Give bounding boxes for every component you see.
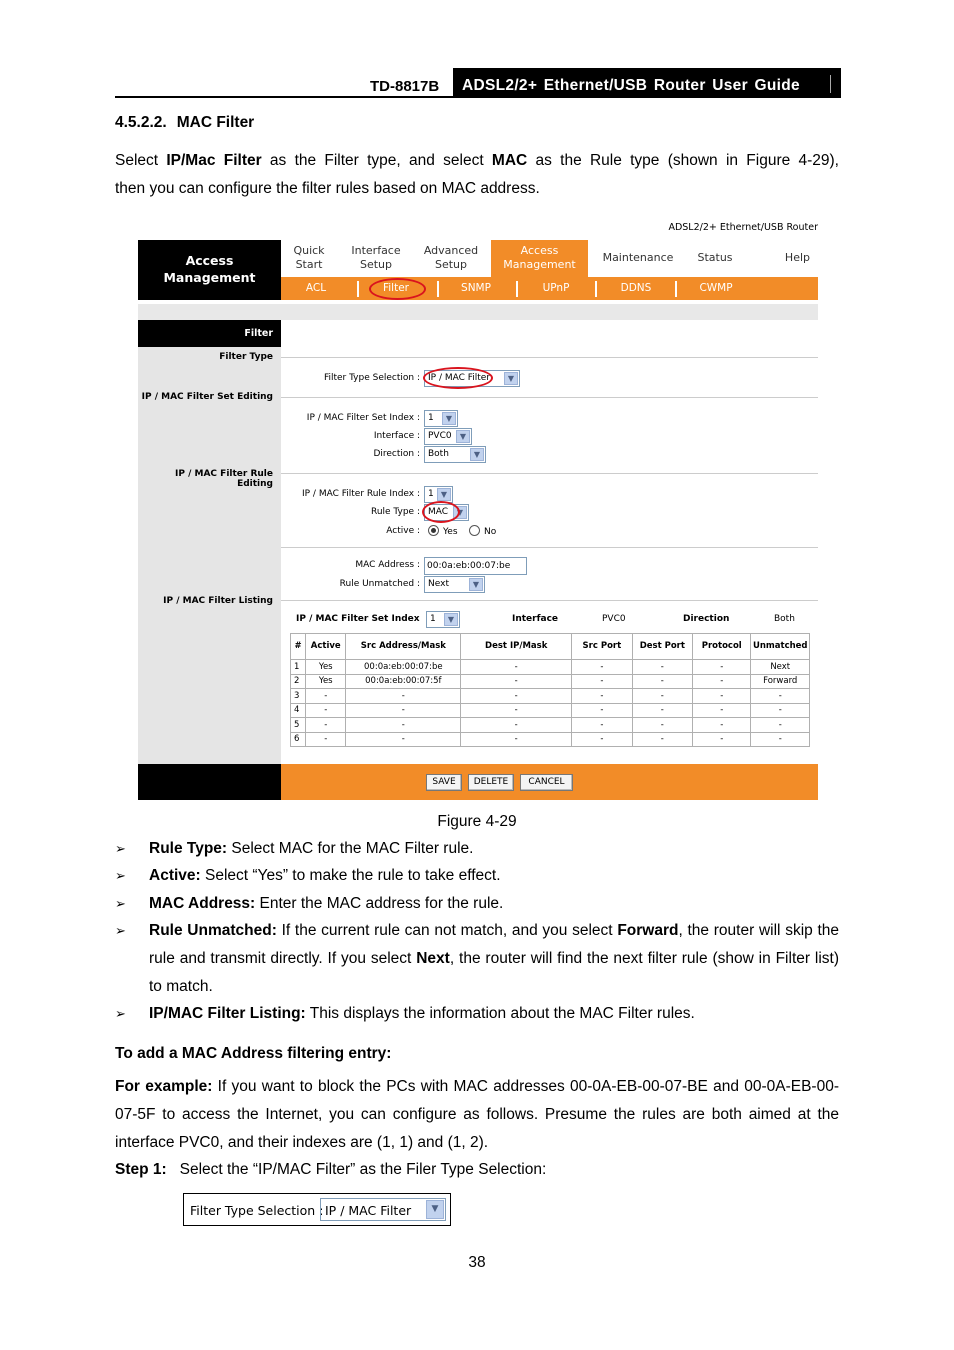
radio-empty-icon: [469, 525, 480, 536]
row-filter-type: Filter Type Selection : IP / MAC Filter ▼: [281, 370, 818, 388]
header-model: TD-8817B: [370, 78, 440, 95]
figure-caption: Figure 4-29: [437, 813, 517, 830]
table-row: 2 Yes 00:0a:eb:00:07:5f - - - - Forward: [291, 674, 810, 689]
bullet-listing: ➢ IP/MAC Filter Listing: This displays the information about the MAC Filter rules.: [115, 1000, 839, 1028]
router-footer-bar: [281, 764, 818, 800]
rule-type-select[interactable]: MAC ▼: [424, 504, 469, 521]
cancel-button[interactable]: CANCEL: [520, 774, 573, 791]
router-left-panel: [138, 320, 281, 764]
example-paragraph: For example: If you want to block the PCs with MAC addresses 00-0A-EB-00-07-BE and 00-0A-EB-00-07-5F to access the Internet, you can configure as follows. Presume the rules are both aimed at the interface PVC0, and their indexes are (1, 1) and (1, 2).: [115, 1078, 839, 1151]
step-1: Step 1: Select the “IP/MAC Filter” as the Filer Type Selection:: [115, 1161, 547, 1178]
table-row: 1 Yes 00:0a:eb:00:07:be - - - - Next: [291, 660, 810, 675]
table-header-row: # Active Src Address/Mask Dest IP/Mask Src Port Dest Port Protocol Unmatched: [291, 634, 810, 660]
filter-header: Filter: [138, 320, 281, 347]
nav-access-management[interactable]: Access Management: [491, 240, 588, 277]
chevron-down-icon: ▼: [453, 506, 467, 519]
label-listing: IP / MAC Filter Listing: [163, 596, 273, 606]
table-row: 6 - - - - - - -: [291, 732, 810, 747]
active-no-option[interactable]: No: [469, 525, 496, 537]
arrow-bullet-icon: ➢: [115, 1006, 126, 1021]
row-rule-unmatched: Rule Unmatched : Next ▼: [281, 576, 818, 594]
bullet-rule-type: ➢ Rule Type: Select MAC for the MAC Filter rule.: [115, 835, 839, 863]
add-entry-heading: To add a MAC Address filtering entry:: [115, 1045, 392, 1062]
row-direction: Direction : Both ▼: [281, 446, 818, 464]
header-separator: [830, 75, 831, 93]
chevron-down-icon: ▼: [444, 613, 458, 626]
subnav-filter[interactable]: Filter: [382, 282, 409, 294]
router-footer-left: [138, 764, 281, 800]
direction-select[interactable]: Both ▼: [424, 446, 486, 463]
row-rule-index: IP / MAC Filter Rule Index : 1 ▼: [281, 486, 818, 504]
filter-listing-table: [290, 633, 810, 747]
subnav-acl[interactable]: ACL: [305, 282, 327, 294]
label-rule-editing: IP / MAC Filter Rule Editing: [175, 469, 273, 489]
table-row: 4 - - - - - - -: [291, 703, 810, 718]
arrow-bullet-icon: ➢: [115, 923, 126, 938]
mac-address-input[interactable]: 00:0a:eb:00:07:be: [424, 557, 527, 575]
bullet-rule-unmatched: ➢ Rule Unmatched: If the current rule can not match, and you select Forward, the router will skip the rule and transmit directly. If you select Next, the router will find the next filter rule (show in Filter list) to match.: [115, 917, 839, 1001]
filter-type-select[interactable]: IP / MAC Filter ▼: [424, 370, 520, 387]
chevron-down-icon: ▼: [426, 1200, 444, 1219]
router-spacer-bar: [138, 304, 818, 320]
arrow-bullet-icon: ➢: [115, 841, 126, 856]
page-number: 38: [468, 1254, 486, 1271]
small-filter-type-select[interactable]: IP / MAC Filter ▼: [320, 1198, 446, 1221]
rule-index-select[interactable]: 1 ▼: [424, 486, 453, 503]
filter-type-screenshot: Filter Type Selection : IP / MAC Filter ▼: [183, 1193, 451, 1226]
section-number: 4.5.2.2.: [115, 114, 167, 131]
set-index-select[interactable]: 1 ▼: [424, 410, 458, 427]
row-mac-address: MAC Address : 00:0a:eb:00:07:be: [281, 557, 818, 575]
listing-set-index-select[interactable]: 1 ▼: [426, 611, 460, 628]
nav-help[interactable]: Help: [784, 251, 810, 264]
subnav-ddns[interactable]: DDNS: [620, 282, 652, 294]
row-rule-type: Rule Type : MAC ▼: [281, 504, 818, 522]
arrow-bullet-icon: ➢: [115, 896, 126, 911]
chevron-down-icon: ▼: [504, 372, 518, 385]
router-main-nav: [281, 240, 818, 277]
table-row: 5 - - - - - - -: [291, 718, 810, 733]
subnav-cwmp[interactable]: CWMP: [699, 282, 733, 294]
table-row: 3 - - - - - - -: [291, 689, 810, 704]
nav-status[interactable]: Status: [697, 251, 733, 264]
save-button[interactable]: SAVE: [426, 774, 462, 791]
radio-selected-icon: [428, 525, 439, 536]
router-brand: ADSL2/2+ Ethernet/USB Router: [668, 222, 818, 233]
row-interface: Interface : PVC0 ▼: [281, 428, 818, 446]
label-set-editing: IP / MAC Filter Set Editing: [141, 392, 273, 402]
router-screenshot: [138, 220, 818, 800]
intro-line-2: then you can configure the filter rules based on MAC address.: [115, 180, 540, 197]
row-set-index: IP / MAC Filter Set Index : 1 ▼: [281, 410, 818, 428]
router-sub-nav: [281, 277, 818, 300]
chevron-down-icon: ▼: [456, 430, 470, 443]
header-title: ADSL2/2+ Ethernet/USB Router User Guide: [453, 68, 841, 98]
chevron-down-icon: ▼: [437, 488, 451, 501]
interface-select[interactable]: PVC0 ▼: [424, 428, 472, 445]
rule-type-highlight-circle: [422, 501, 460, 523]
label-filter-type: Filter Type: [219, 352, 273, 362]
bullet-active: ➢ Active: Select “Yes” to make the rule to take effect.: [115, 862, 839, 890]
filter-type-highlight-circle: [423, 367, 493, 389]
chevron-down-icon: ▼: [469, 578, 483, 591]
nav-quick-start[interactable]: Quick Start: [293, 244, 325, 271]
section-title: [115, 114, 264, 132]
chevron-down-icon: ▼: [442, 412, 456, 425]
nav-interface-setup[interactable]: Interface Setup: [351, 244, 401, 271]
subnav-snmp[interactable]: SNMP: [461, 282, 491, 294]
bullet-mac-address: ➢ MAC Address: Enter the MAC address for the rule.: [115, 890, 839, 918]
chevron-down-icon: ▼: [470, 448, 484, 461]
nav-maintenance[interactable]: Maintenance: [602, 251, 674, 264]
nav-advanced-setup[interactable]: Advanced Setup: [423, 244, 479, 271]
intro-line-1: Select IP/Mac Filter as the Filter type, and select MAC as the Rule type (shown in Figure 4-29),: [115, 152, 839, 169]
section-name: MAC Filter: [176, 114, 255, 131]
active-yes-option[interactable]: Yes: [428, 525, 458, 537]
arrow-bullet-icon: ➢: [115, 868, 126, 883]
rule-unmatched-select[interactable]: Next ▼: [424, 576, 485, 593]
header-rule: [115, 96, 455, 98]
page-header: [115, 68, 841, 98]
filter-highlight-circle: [369, 278, 426, 300]
listing-controls: IP / MAC Filter Set Index 1 ▼ Interface PVC0 Direction Both: [281, 611, 818, 629]
delete-button[interactable]: DELETE: [468, 774, 514, 791]
row-active: Active : Yes No: [386, 526, 497, 537]
router-section-label: Access Management: [138, 240, 281, 300]
subnav-upnp[interactable]: UPnP: [542, 282, 570, 294]
